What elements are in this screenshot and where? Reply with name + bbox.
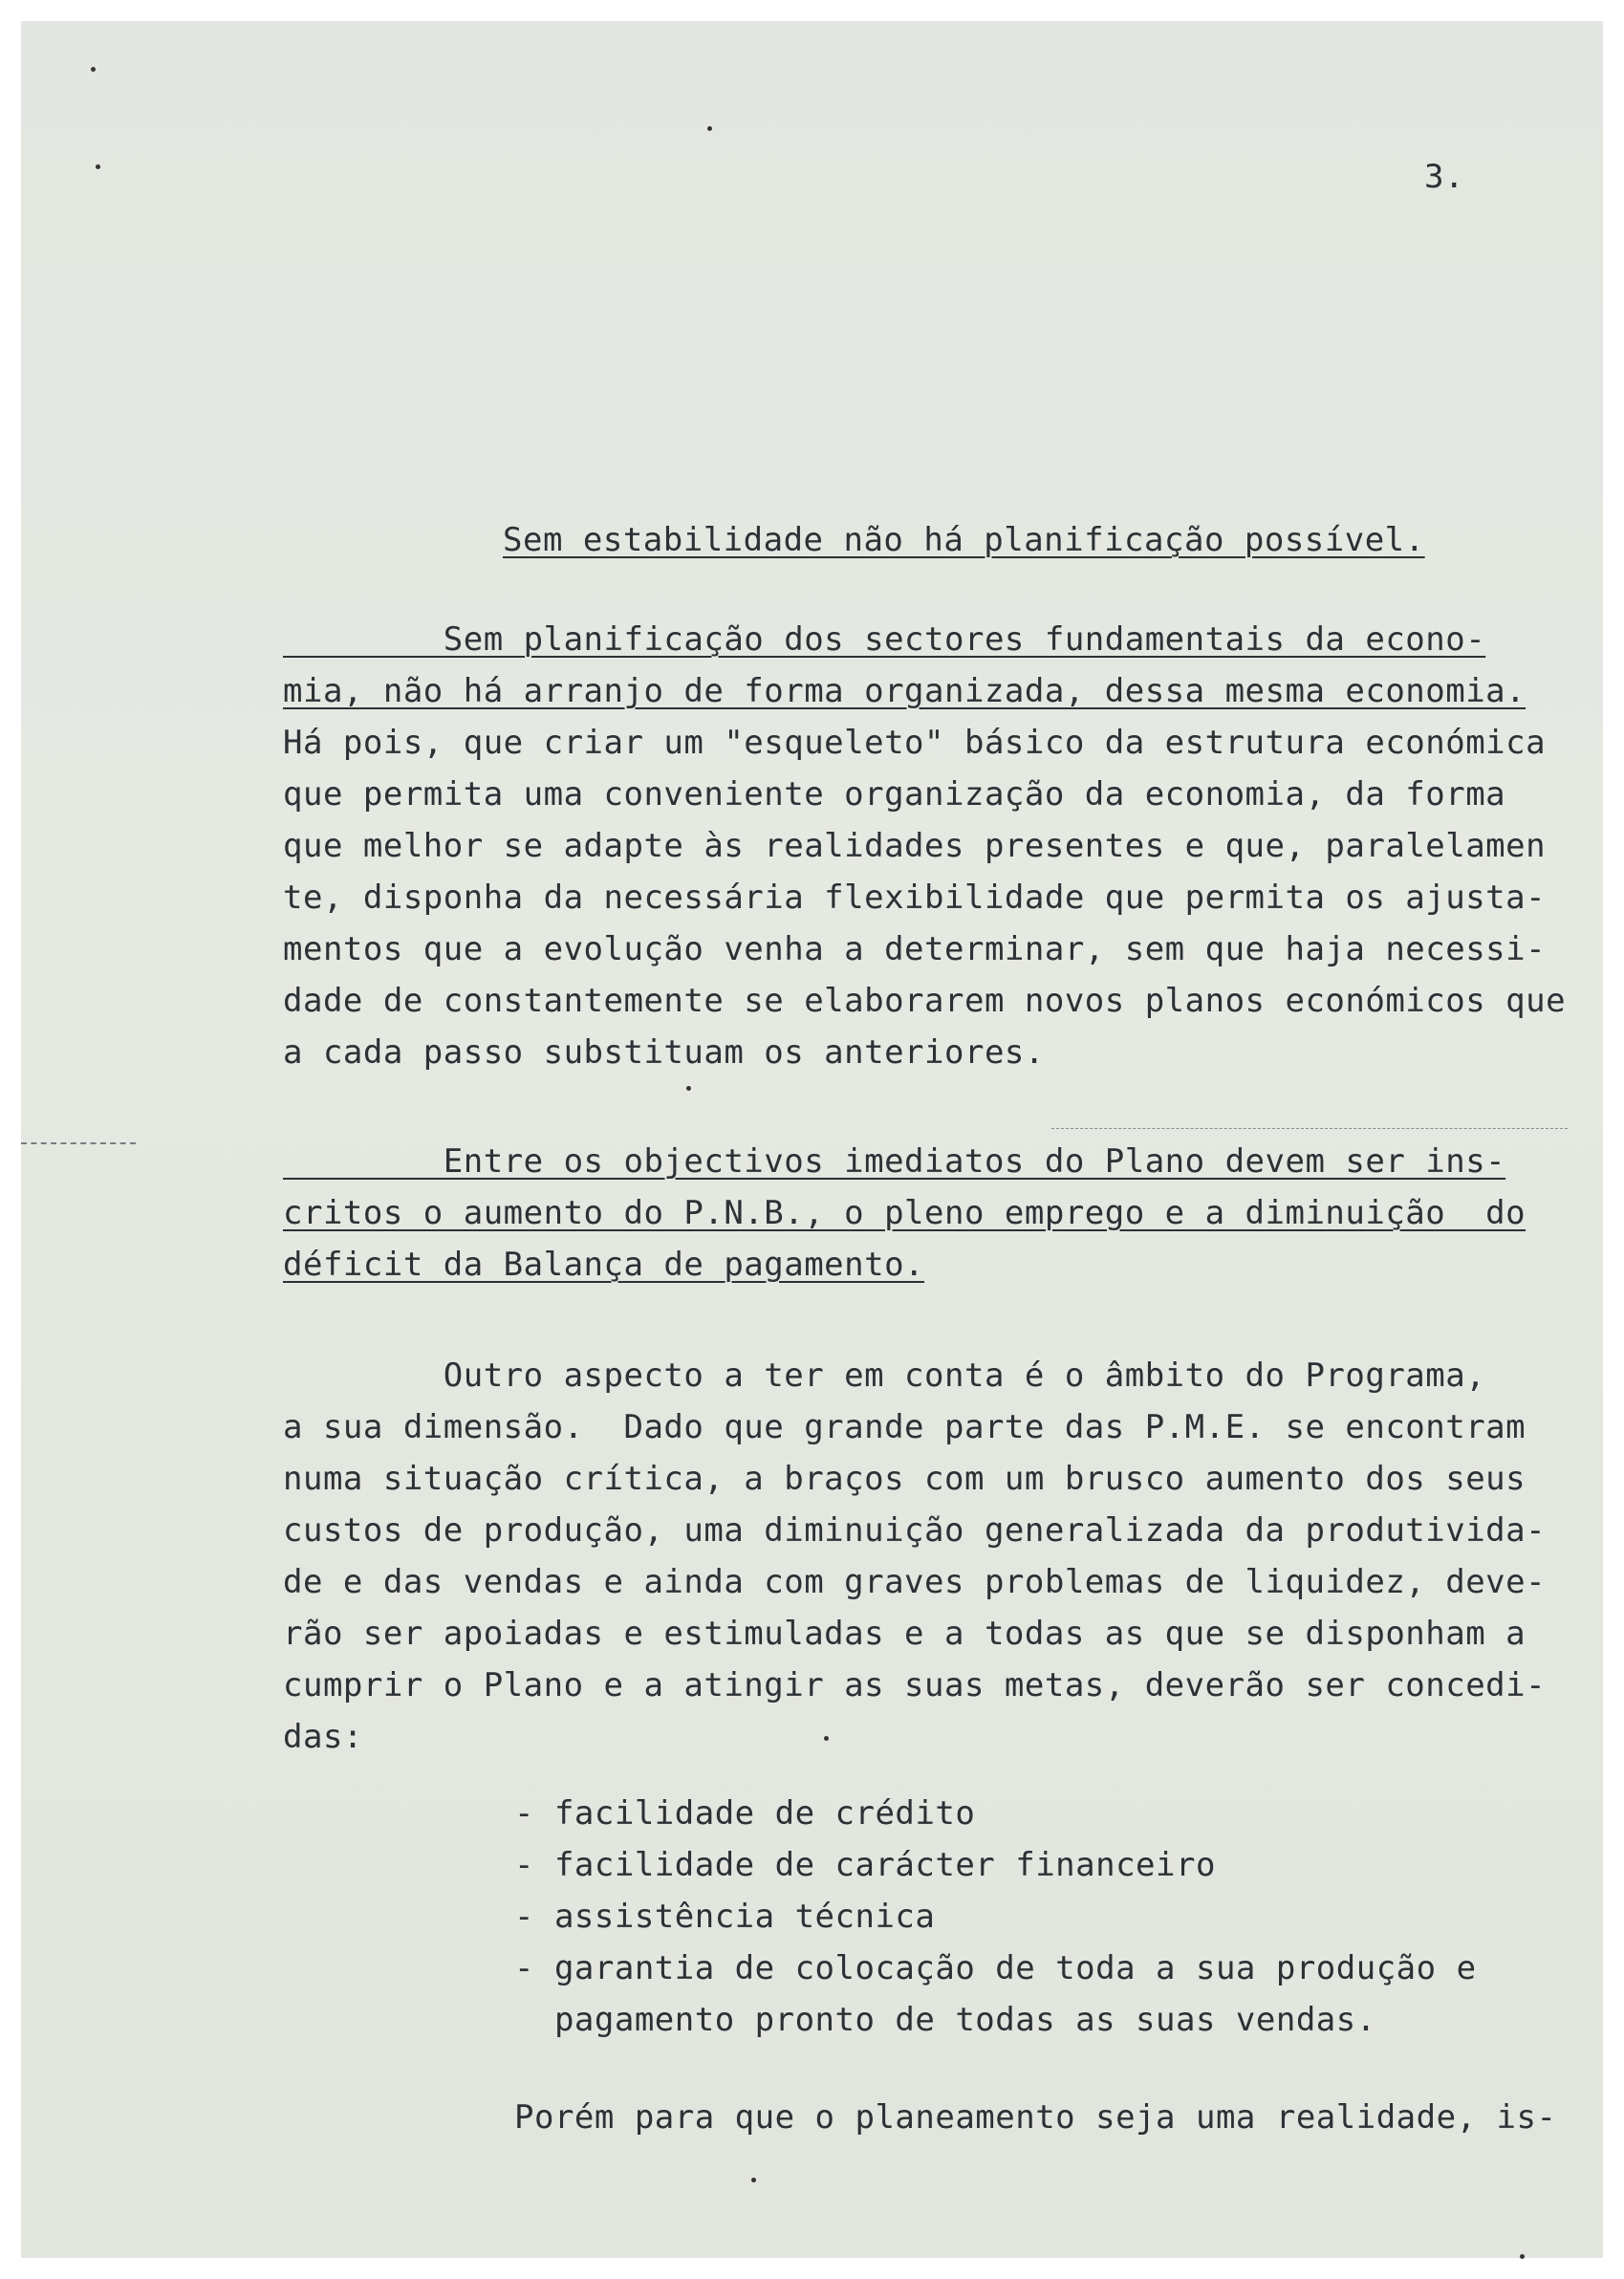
list-item: pagamento pronto de todas as suas vendas. xyxy=(514,2001,1376,2039)
paragraph4-line: Porém para que o planeamento seja uma realidade, is- xyxy=(514,2098,1557,2137)
paragraph3-line: custos de produção, uma diminuição generalizada da produtivida- xyxy=(283,1511,1547,1550)
paper-speck xyxy=(751,2178,756,2182)
section-title: Sem estabilidade não há planificação possível. xyxy=(503,521,1425,559)
paper-speck xyxy=(96,164,100,169)
paragraph1-line: Sem planificação dos sectores fundamentais da econo- xyxy=(283,620,1486,659)
paragraph3-line: a sua dimensão. Dado que grande parte das P.M.E. se encontram xyxy=(283,1408,1527,1446)
page-number: 3. xyxy=(1424,158,1464,196)
paragraph1-line: te, disponha da necessária flexibilidade que permita os ajusta- xyxy=(283,879,1547,917)
paragraph1-line: a cada passo substituam os anteriores. xyxy=(283,1033,1045,1072)
paragraph1-line: que melhor se adapte às realidades presentes e que, paralelamen xyxy=(283,827,1547,865)
paper-speck xyxy=(686,1086,691,1091)
paragraph3-line: rão ser apoiadas e estimuladas e a todas as que se disponham a xyxy=(283,1615,1527,1653)
paragraph1-line: mia, não há arranjo de forma organizada, dessa mesma economia. xyxy=(283,672,1527,710)
paragraph1-line: dade de constantemente se elaborarem novos planos económicos que xyxy=(283,982,1567,1020)
list-item: - garantia de colocação de toda a sua produção e xyxy=(514,1949,1477,1987)
paragraph1-line: Há pois, que criar um "esqueleto" básico da estrutura económica xyxy=(283,724,1547,762)
paper-crease-line xyxy=(1051,1128,1568,1129)
paragraph2-line: déficit da Balança de pagamento. xyxy=(283,1246,925,1284)
paragraph3-line: cumprir o Plano e a atingir as suas metas, deverão ser concedi- xyxy=(283,1666,1547,1704)
list-item: - facilidade de crédito xyxy=(514,1794,976,1833)
paragraph1-line: mentos que a evolução venha a determinar, sem que haja necessi- xyxy=(283,930,1547,968)
paper-speck xyxy=(1520,2254,1525,2259)
paragraph3-line: Outro aspecto a ter em conta é o âmbito do Programa, xyxy=(283,1357,1486,1395)
paragraph3-line: das: xyxy=(283,1718,363,1756)
paper-speck xyxy=(707,126,712,131)
paper-speck xyxy=(91,67,96,72)
paragraph2-line: critos o aumento do P.N.B., o pleno emprego e a diminuição do xyxy=(283,1194,1527,1232)
paragraph2-line: Entre os objectivos imediatos do Plano devem ser ins- xyxy=(283,1142,1506,1181)
margin-dash-mark xyxy=(21,1142,136,1144)
paragraph3-line: de e das vendas e ainda com graves problemas de liquidez, deve- xyxy=(283,1563,1547,1601)
paper-speck xyxy=(824,1736,829,1741)
paragraph3-line: numa situação crítica, a braços com um brusco aumento dos seus xyxy=(283,1460,1527,1498)
list-item: - assistência técnica xyxy=(514,1898,936,1936)
list-item: - facilidade de carácter financeiro xyxy=(514,1846,1216,1884)
paragraph1-line: que permita uma conveniente organização da economia, da forma xyxy=(283,775,1506,814)
